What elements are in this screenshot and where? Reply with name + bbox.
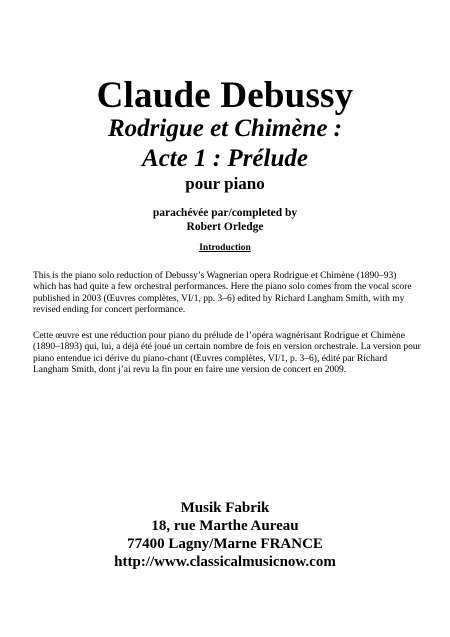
introduction-heading-text: Introduction bbox=[199, 243, 251, 253]
publisher-city: 77400 Lagny/Marne FRANCE bbox=[127, 536, 323, 552]
publisher-name: Musik Fabrik bbox=[180, 500, 270, 516]
instrumentation-subtitle: pour piano bbox=[185, 174, 265, 193]
work-title-line-1: Rodrigue et Chimène : bbox=[107, 115, 343, 142]
introduction-heading bbox=[0, 242, 450, 254]
completed-by-label: parachévée par/completed by bbox=[152, 207, 298, 219]
introduction-paragraph-english: This is the piano solo reduction of Debussy’s Wagnerian opera Rodrigue et Chimène (1890–93) which has had quite a few orchestral performances. Here the piano solo comes from the vocal score published in 2003 (Œuvres complètes, VI/1, pp. 3–6) edited by Richard Langham Smith, with my revised ending for concert performance. bbox=[33, 271, 412, 315]
work-title-line-2: Acte 1 : Prélude bbox=[142, 145, 308, 172]
completer-name: Robert Orledge bbox=[186, 221, 264, 233]
introduction-paragraph-french: Cette œuvre est une réduction pour piano du prélude de l’opéra wagnérisant Rodrigue et Chimène (1890–1893) qui, lui, a déjà été joué un certain nombre de fois en version orchestrale. La version pour piano entendue ici dérive du piano-chant (Œuvres complètes, VI/1, p. 3–6), édité par Richard Langham Smith, dont j’ai revu la fin pour en faire une version de concert en 2009. bbox=[33, 331, 421, 375]
publisher-url: http://www.classicalmusicnow.com bbox=[114, 554, 336, 570]
composer-name: Claude Debussy bbox=[96, 75, 354, 116]
publisher-street: 18, rue Marthe Aureau bbox=[151, 518, 299, 534]
